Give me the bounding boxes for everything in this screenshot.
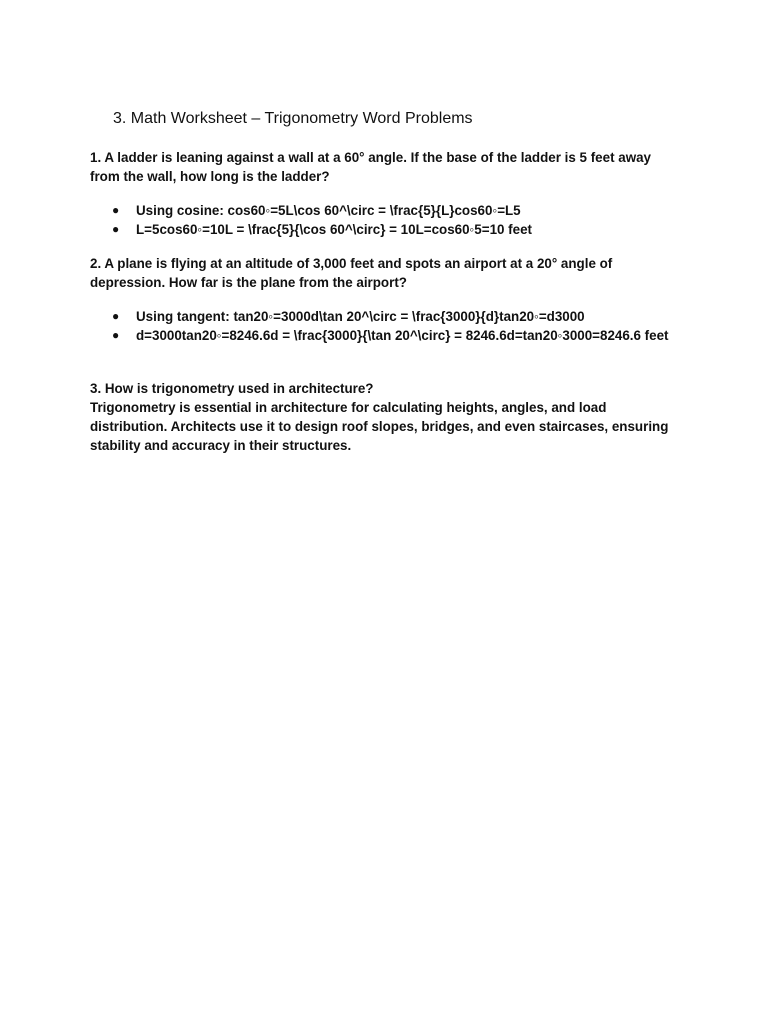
solution-step: Using cosine: cos60◦=5L\cos 60^\circ = \frac{5}{L}cos60◦=L5 <box>136 203 521 218</box>
question-3 <box>90 379 680 455</box>
question-1-solution-list <box>90 201 680 239</box>
question-3-answer: Trigonometry is essential in architecture for calculating heights, angles, and load distribution. Architects use it to design roof slopes, bridges, and even staircases, ensuring stability and accuracy in their structures. <box>90 400 669 453</box>
question-2-solution-list <box>90 307 680 345</box>
bullet-icon: ● <box>112 203 120 217</box>
list-item <box>90 307 680 326</box>
solution-step: L=5cos60◦=10L = \frac{5}{\cos 60^\circ} = 10L=cos60◦5=10 feet <box>136 222 532 237</box>
bullet-icon: ● <box>112 309 120 323</box>
bullet-icon: ● <box>112 328 120 342</box>
solution-step: d=3000tan20◦=8246.6d = \frac{3000}{\tan 20^\circ} = 8246.6d=tan20◦3000=8246.6 feet <box>136 328 669 343</box>
list-item <box>90 326 680 345</box>
worksheet-title: 3. Math Worksheet – Trigonometry Word Problems <box>113 110 473 127</box>
question-1: 1. A ladder is leaning against a wall at a 60° angle. If the base of the ladder is 5 feet away from the wall, how long is the ladder? <box>90 150 652 184</box>
list-item <box>90 220 680 239</box>
list-item <box>90 201 680 220</box>
question-3-text: 3. How is trigonometry used in architecture? <box>90 381 374 396</box>
question-2: 2. A plane is flying at an altitude of 3,000 feet and spots an airport at a 20° angle of depression. How far is the plane from the airport? <box>90 256 613 290</box>
solution-step: Using tangent: tan20◦=3000d\tan 20^\circ = \frac{3000}{d}tan20◦=d3000 <box>136 309 585 324</box>
bullet-icon: ● <box>112 222 120 236</box>
